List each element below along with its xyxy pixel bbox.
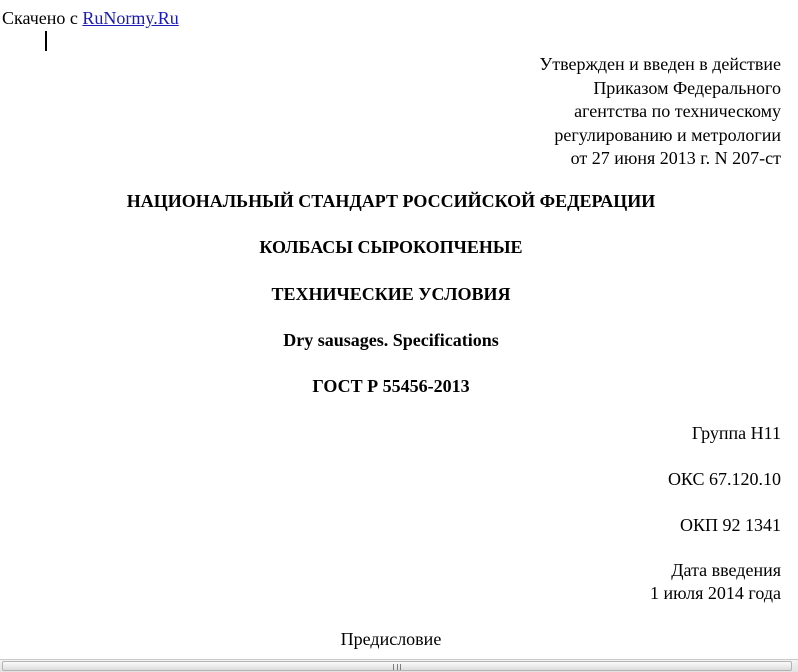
document-title: КОЛБАСЫ СЫРОКОПЧЕНЫЕ: [259, 237, 523, 257]
approval-line: агентства по техническому: [574, 101, 781, 121]
effective-date-value: 1 июля 2014 года: [650, 583, 781, 603]
text-cursor: [45, 31, 47, 51]
document-title-english: Dry sausages. Specifications: [283, 330, 499, 350]
source-line: [2, 7, 179, 29]
approval-line: Утвержден и введен в действие: [539, 54, 781, 74]
oks-code: ОКС 67.120.10: [667, 469, 781, 489]
scrollbar-thumb[interactable]: [2, 661, 792, 671]
horizontal-scrollbar[interactable]: [0, 659, 798, 672]
group-code: Группа Н11: [691, 423, 781, 443]
grip-icon: [393, 664, 401, 670]
approval-line: от 27 июня 2013 г. N 207-ст: [570, 148, 781, 168]
preface-heading: Предисловие: [340, 629, 442, 649]
source-prefix: Скачено с: [2, 8, 83, 28]
approval-block: [539, 53, 781, 171]
standard-code: ГОСТ Р 55456-2013: [312, 376, 470, 396]
okp-code: ОКП 92 1341: [679, 515, 781, 535]
approval-line: регулированию и метрологии: [554, 124, 781, 145]
effective-date-label: Дата введения: [671, 560, 781, 580]
document-subtitle: ТЕХНИЧЕСКИЕ УСЛОВИЯ: [271, 284, 511, 304]
runormy-link[interactable]: RuNormy.Ru: [82, 8, 179, 28]
standard-type-heading: НАЦИОНАЛЬНЫЙ СТАНДАРТ РОССИЙСКОЙ ФЕДЕРАЦИИ: [126, 191, 656, 211]
effective-date-block: [650, 559, 781, 605]
approval-line: Приказом Федерального: [593, 77, 781, 98]
